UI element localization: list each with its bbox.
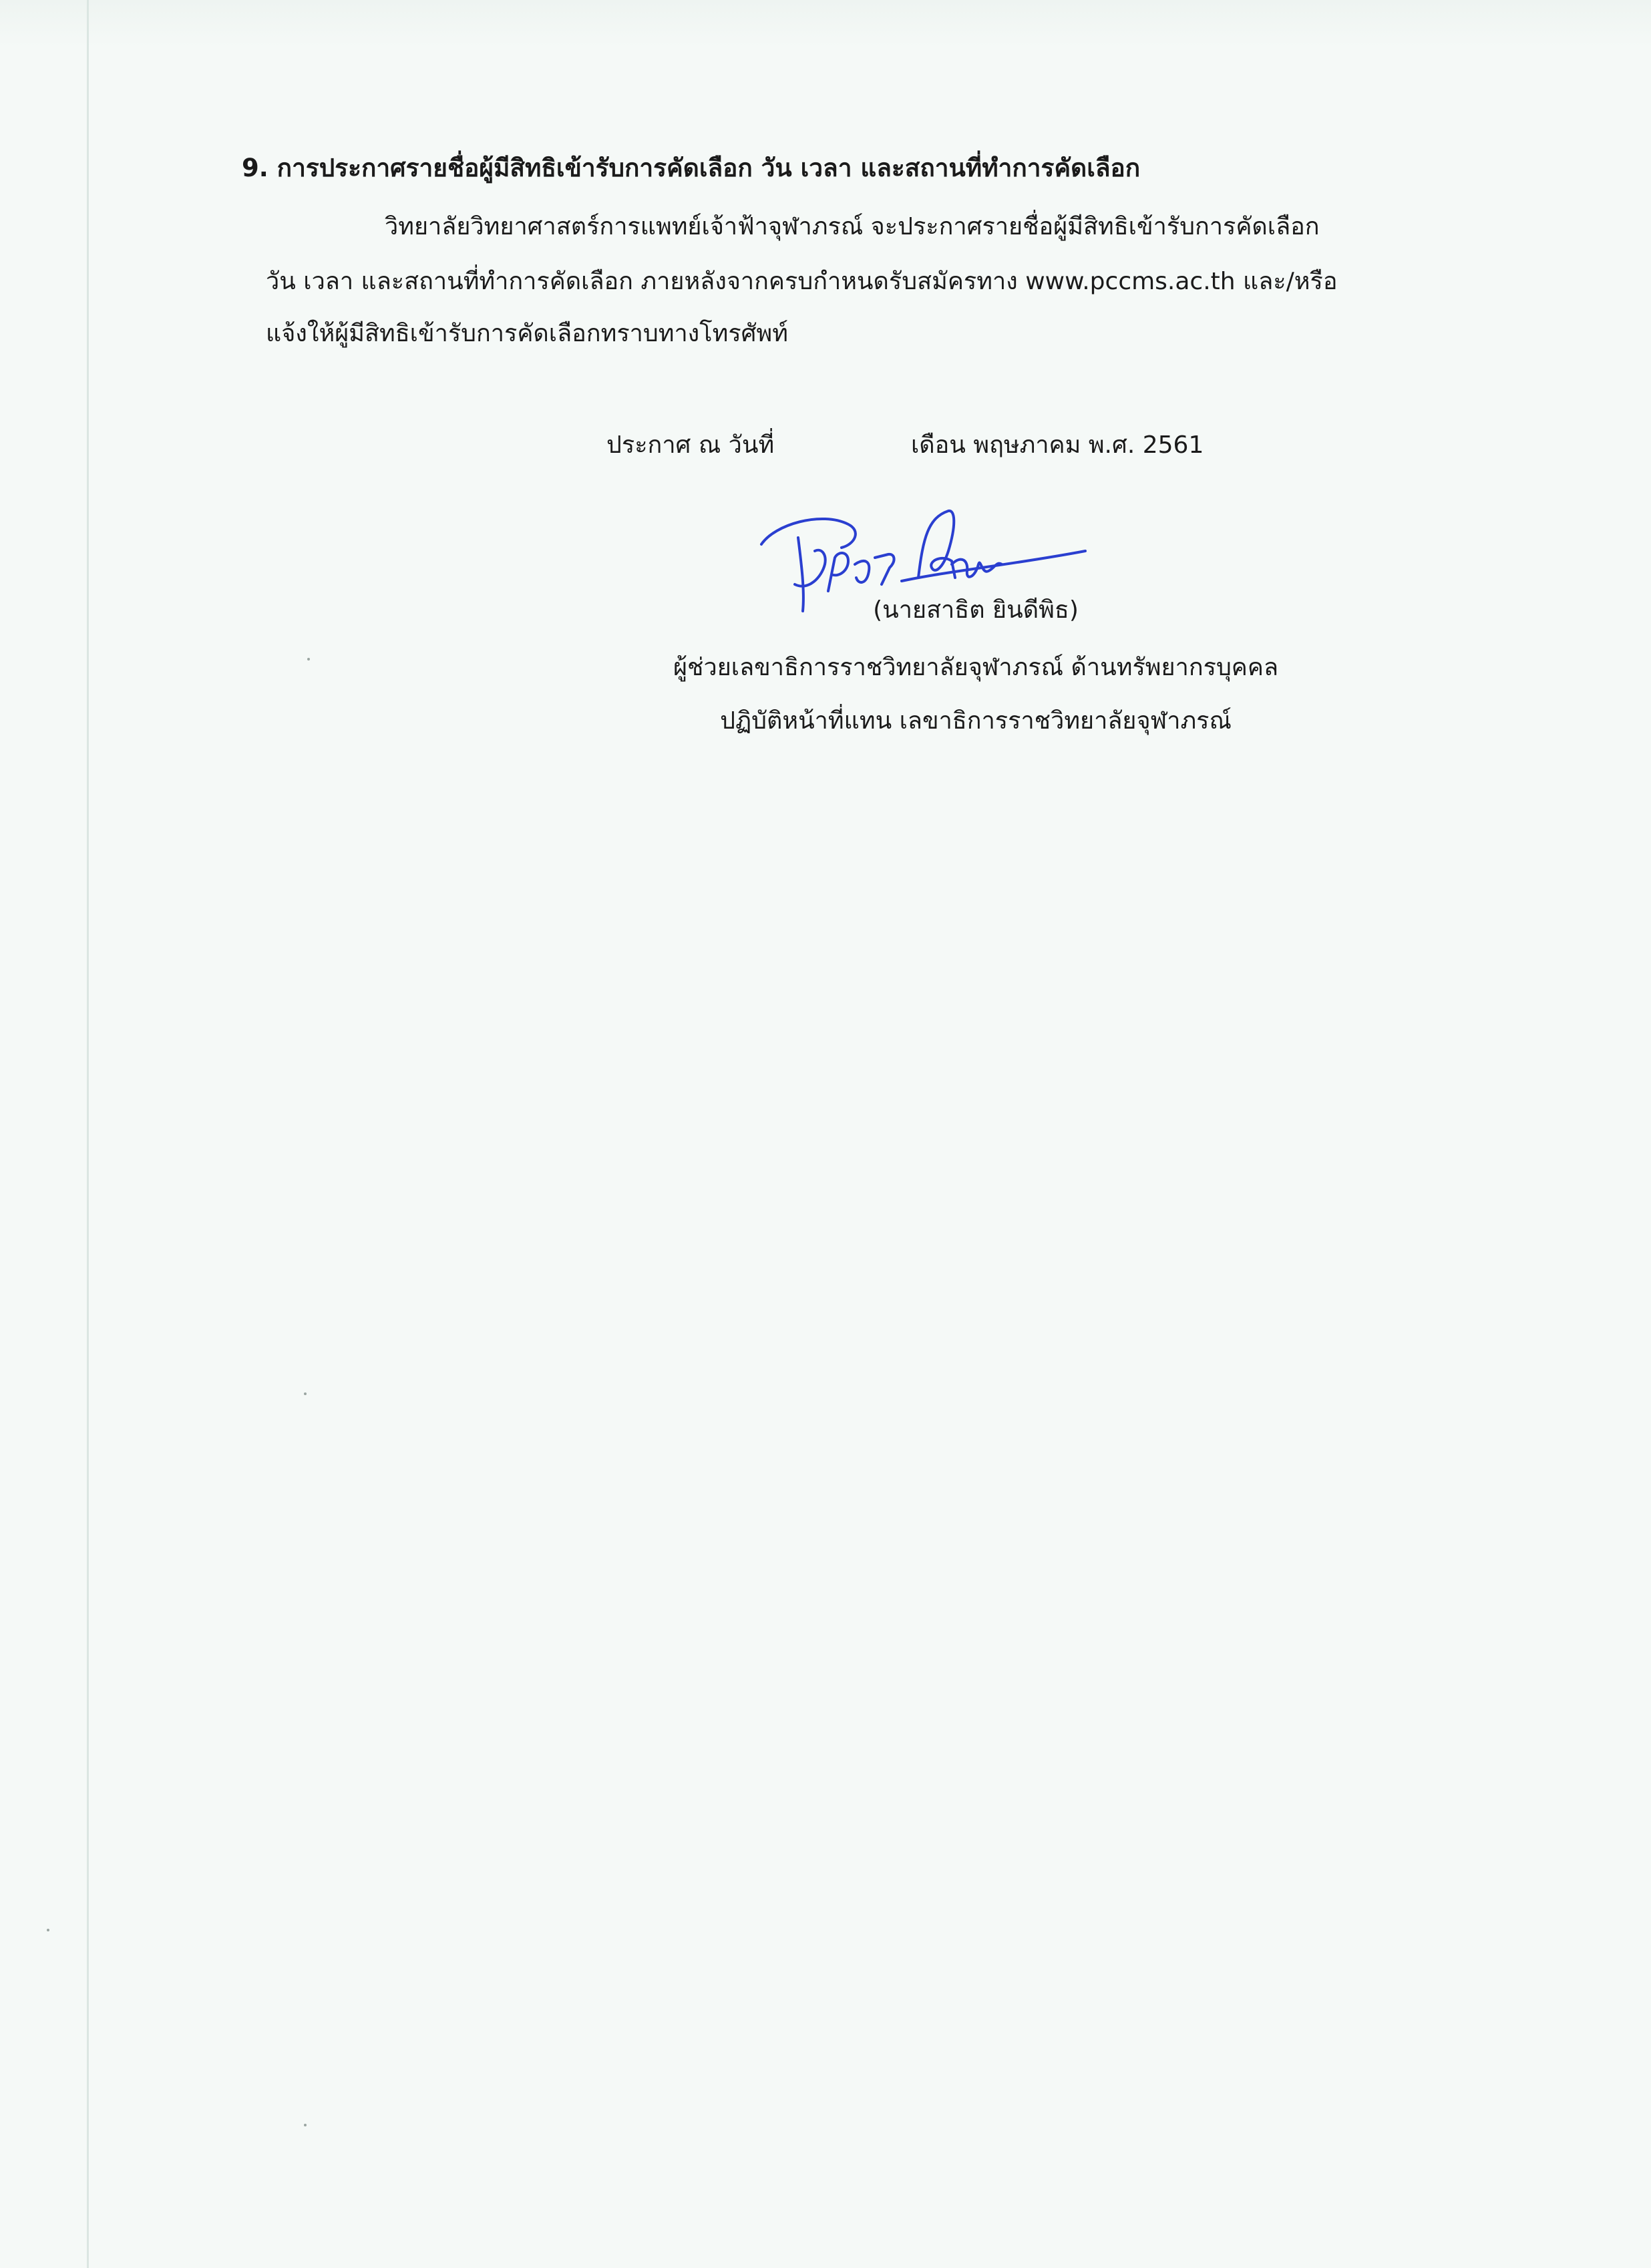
- signatory-position-line-1: ผู้ช่วยเลขาธิการราชวิทยาลัยจุฬาภรณ์ ด้านทรัพยากรบุคคล: [673, 654, 1279, 681]
- signatory-position-line-2: ปฏิบัติหน้าที่แทน เลขาธิการราชวิทยาลัยจุฬาภรณ์: [720, 707, 1232, 735]
- scan-speck: [304, 1392, 307, 1395]
- announcement-date-prefix: ประกาศ ณ วันที่: [606, 431, 775, 459]
- paragraph-line-2: วัน เวลา และสถานที่ทำการคัดเลือก ภายหลังจากครบกำหนดรับสมัครทาง www.pccms.ac.th และ/หรือ: [266, 268, 1338, 295]
- scan-top-band: [0, 0, 1651, 47]
- scan-speck: [304, 2124, 307, 2126]
- page-left-margin-line: [87, 0, 89, 2268]
- scan-speck: [307, 658, 310, 660]
- paragraph-line-1: วิทยาลัยวิทยาศาสตร์การแพทย์เจ้าฟ้าจุฬาภรณ์ จะประกาศรายชื่อผู้มีสิทธิเข้ารับการคัดเลือก: [385, 213, 1320, 240]
- signatory-name: (นายสาธิต ยินดีพิธ): [873, 596, 1079, 624]
- scan-speck: [47, 1929, 49, 1931]
- section-heading: 9. การประกาศรายชื่อผู้มีสิทธิเข้ารับการคัดเลือก วัน เวลา และสถานที่ทำการคัดเลือก: [242, 154, 1141, 182]
- announcement-date-suffix: เดือน พฤษภาคม พ.ศ. 2561: [911, 431, 1204, 459]
- paragraph-line-3: แจ้งให้ผู้มีสิทธิเข้ารับการคัดเลือกทราบทางโทรศัพท์: [266, 320, 788, 347]
